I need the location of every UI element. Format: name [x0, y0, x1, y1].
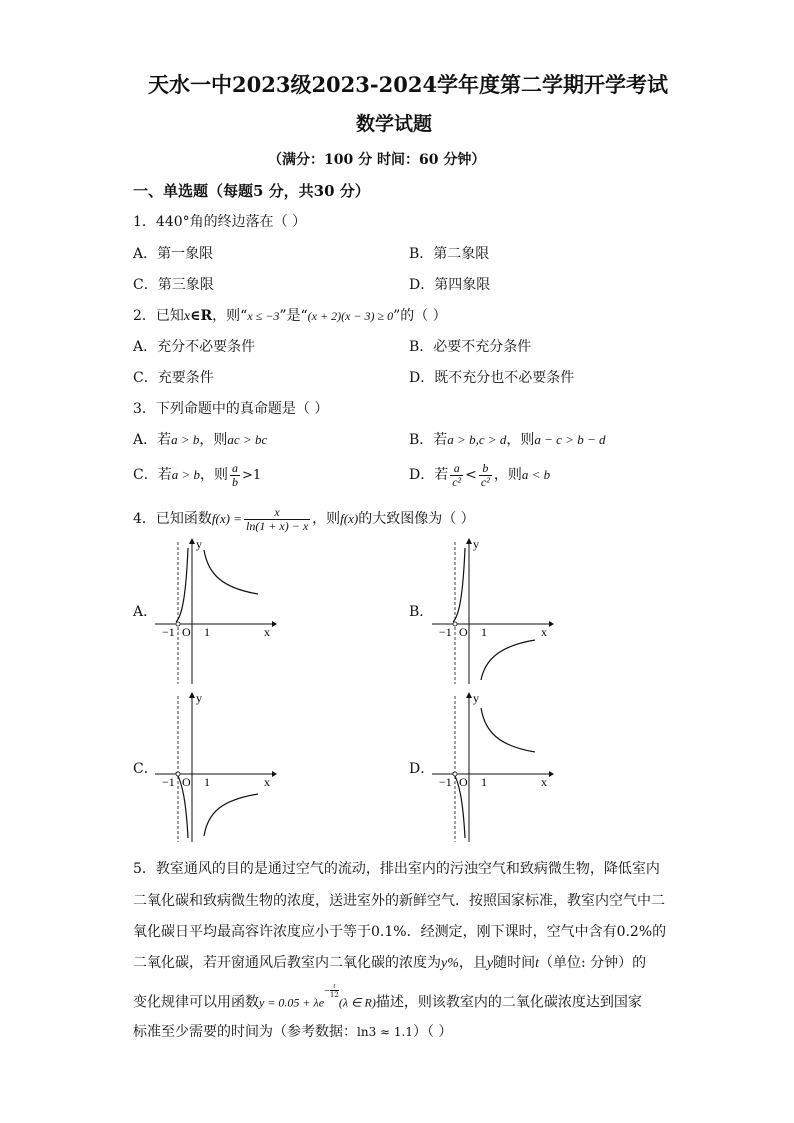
q5-line3: 氧化碳日平均最高容许浓度应小于等于0.1%．经测定，刚下课时，空气中含有0.2%的	[133, 924, 667, 940]
q5-line6-a: 标准至少需要的时间为（参考数据：	[133, 1024, 357, 1040]
q3-b-mid: ，则	[506, 432, 535, 448]
q3-b-cond: a > b,c > d	[447, 432, 507, 447]
q5-line1: 5．教室通风的目的是通过空气的流动，排出室内的污浊空气和致病微生物，降低室内	[133, 861, 660, 877]
q1-option-a: A．第一象限	[133, 246, 214, 262]
x-label: x	[541, 625, 547, 639]
hole-point	[176, 622, 180, 626]
q5-line2: 二氧化碳和致病微生物的浓度，送进室外的新鲜空气．按照国家标准，教室内空气中二	[133, 893, 665, 909]
graph-c	[150, 690, 280, 845]
q3-a-mid: ，则	[199, 432, 228, 448]
q3-a-res: ac > bc	[227, 432, 268, 447]
exam-info: （满分：100 分 时间：60 分钟）	[268, 152, 486, 168]
x-label: x	[541, 775, 547, 789]
q3-c-num: a	[232, 460, 238, 475]
y-axis-arrow	[466, 692, 472, 698]
q3-b-pre: B．若	[409, 432, 448, 448]
q3-c-mid: ，则	[200, 467, 228, 483]
q3-a-cond: a > b	[171, 432, 200, 447]
q2-text-a: 2．已知	[133, 308, 184, 324]
q3-d-num2: b	[479, 462, 492, 476]
q5-line6-b: ）（ ）	[412, 1024, 453, 1040]
q4-stem	[133, 504, 475, 534]
x-axis-arrow	[549, 621, 554, 627]
origin-label: O	[459, 775, 468, 789]
x-axis-arrow	[549, 771, 554, 777]
q3-c-res: >1	[242, 468, 262, 483]
exam-title: 天水一中2023级2023-2024学年度第二学期开学考试	[148, 72, 669, 97]
q4-fx: f(x) =	[211, 511, 242, 526]
q1-stem: 1．440°角的终边落在（ ）	[133, 214, 307, 230]
q5-line5-b: 描述，则该教室内的二氧化碳浓度达到国家	[375, 994, 642, 1011]
hole-point	[453, 772, 457, 776]
q3-option-b	[409, 431, 605, 449]
origin-label: O	[182, 625, 191, 639]
tick-pos: 1	[204, 625, 210, 639]
y-axis-arrow	[189, 538, 195, 544]
hole-point	[453, 622, 457, 626]
origin-label: O	[182, 775, 191, 789]
tick-pos: 1	[481, 775, 487, 789]
graph-a	[150, 536, 280, 686]
q5-var-y: y	[486, 956, 494, 971]
y-label: y	[473, 691, 479, 705]
curve-right	[204, 550, 258, 594]
q4-option-a-label: A．	[133, 604, 158, 620]
q5-line4-c: 随时间	[493, 955, 536, 971]
q3-d-fraction1	[450, 462, 463, 489]
q3-c-den: b	[232, 474, 238, 489]
graph-c-svg	[150, 690, 280, 845]
q4-fx2: f(x)	[340, 511, 359, 526]
y-axis-arrow	[189, 692, 195, 698]
q5-formula: y = 0.05 + λe	[259, 995, 325, 1010]
q4-option-b-label: B．	[409, 604, 434, 620]
q4-fraction	[244, 506, 310, 533]
tick-neg: −1	[162, 625, 175, 639]
q3-stem: 3．下列命题中的真命题是（ ）	[133, 401, 329, 417]
q3-c-fraction	[230, 462, 240, 489]
q3-d-pre: D．若	[409, 467, 449, 483]
q5-ln3: ln3 ≈ 1.1	[357, 1025, 413, 1039]
q1-option-c: C．第三象限	[133, 277, 214, 293]
q2-cond1: x ≤ −3	[247, 309, 280, 323]
q2-option-a: A．充分不必要条件	[133, 339, 256, 355]
q5-line5-a: 变化规律可以用函数	[133, 994, 259, 1011]
q3-a-pre: A．若	[133, 432, 172, 448]
q2-text-c: ”是“	[279, 308, 308, 324]
q3-d-res: a < b	[521, 467, 551, 482]
q5-var-t: t	[535, 956, 539, 971]
q5-line6	[133, 1023, 452, 1041]
q2-option-d: D．既不充分也不必要条件	[409, 370, 575, 386]
y-label: y	[473, 537, 479, 551]
q5-exp-num: t	[330, 982, 339, 991]
q4-num: x	[244, 506, 310, 520]
q3-option-c	[133, 460, 261, 491]
q4-text-b: ，则	[312, 511, 341, 527]
x-axis-arrow	[272, 621, 277, 627]
curve-right	[204, 794, 258, 836]
curve-right	[481, 708, 535, 752]
q3-option-a	[133, 431, 267, 449]
q1-option-d: D．第四象限	[409, 277, 491, 293]
q3-d-den2: c²	[480, 474, 490, 489]
tick-pos: 1	[481, 625, 487, 639]
q2-in-r: ∈R	[190, 308, 213, 324]
y-label: y	[196, 537, 202, 551]
q3-d-mid: ，则	[493, 467, 522, 483]
section-heading: 一、单选题（每题5 分，共30 分）	[133, 182, 370, 200]
y-axis-arrow	[466, 538, 472, 544]
q5-formula-cond: (λ ∈ R)	[338, 995, 376, 1010]
q4-option-d-label: D．	[409, 761, 435, 777]
exam-subtitle: 数学试题	[356, 113, 433, 135]
q4-option-c-label: C．	[133, 761, 158, 777]
x-label: x	[264, 625, 270, 639]
q4-text-a: 4．已知函数	[133, 511, 212, 527]
graph-d-svg	[427, 690, 557, 845]
x-label: x	[264, 775, 270, 789]
q3-d-lt: <	[465, 467, 477, 483]
y-label: y	[196, 691, 202, 705]
q5-line4	[133, 954, 646, 973]
tick-neg: −1	[162, 775, 175, 789]
q2-option-b: B．必要不充分条件	[409, 339, 532, 355]
q4-den: ln(1 + x) − x	[245, 518, 309, 533]
q3-d-num1: a	[450, 462, 463, 476]
q5-line5	[133, 982, 642, 1017]
graph-d	[427, 690, 557, 845]
q5-exp-den: 12	[329, 991, 339, 999]
q4-text-c: 的大致图像为（ ）	[358, 511, 475, 527]
tick-neg: −1	[439, 625, 452, 639]
tick-pos: 1	[204, 775, 210, 789]
q2-option-c: C．充要条件	[133, 370, 214, 386]
q3-b-res: a − c > b − d	[534, 432, 606, 447]
q2-var-x: x	[183, 309, 191, 324]
q3-c-pre: C．若	[133, 467, 172, 483]
graph-b-svg	[427, 536, 557, 686]
graph-b	[427, 536, 557, 686]
q2-cond2: (x + 2)(x − 3) ≥ 0	[307, 309, 394, 323]
x-axis-arrow	[272, 771, 277, 777]
q3-d-den1: c²	[452, 474, 462, 489]
tick-neg: −1	[439, 775, 452, 789]
q5-line4-b: ，且	[458, 955, 487, 971]
q2-text-d: ”的（ ）	[393, 308, 447, 324]
q5-exponent: − $\frac{t}{12}$	[324, 982, 339, 999]
q3-d-fraction2	[479, 462, 492, 489]
q5-line4-d: （单位: 分钟）的	[539, 955, 647, 971]
hole-point	[176, 772, 180, 776]
q2-text-b: ，则“	[212, 308, 248, 324]
origin-label: O	[459, 625, 468, 639]
q1-option-b: B．第二象限	[409, 246, 490, 262]
graph-a-svg	[150, 536, 280, 686]
q5-var-y-percent: y%	[441, 956, 459, 971]
q3-c-cond: a > b	[171, 467, 200, 482]
q5-line4-a: 二氧化碳，若开窗通风后教室内二氧化碳的浓度为	[133, 955, 441, 971]
q2-stem	[133, 307, 447, 326]
q3-option-d	[409, 460, 550, 490]
curve-right	[481, 640, 535, 680]
